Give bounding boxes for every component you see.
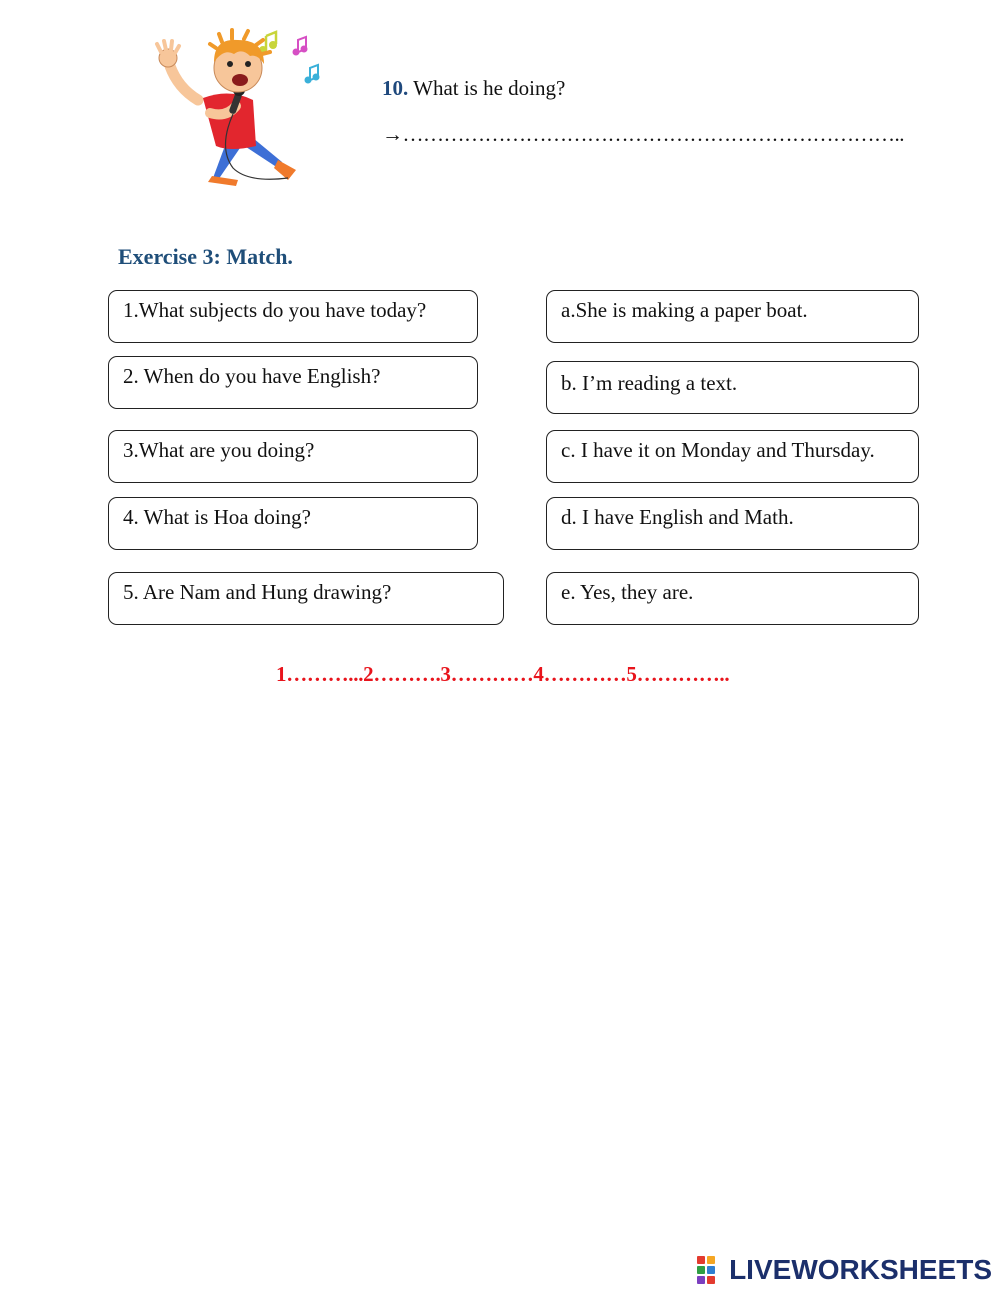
match-answer-b: b. I’m reading a text.: [546, 361, 919, 414]
brand-name: LIVEWORKSHEETS: [729, 1254, 992, 1285]
match-question-2: 2. When do you have English?: [108, 356, 478, 409]
answer-key-blanks[interactable]: 1………...2……….3…………4…………5…………..: [276, 662, 730, 686]
match-question-4: 4. What is Hoa doing?: [108, 497, 478, 550]
match-question-5: 5. Are Nam and Hung drawing?: [108, 572, 504, 625]
match-question-3: 3.What are you doing?: [108, 430, 478, 483]
match-answer-a: a.She is making a paper boat.: [546, 290, 919, 343]
singing-boy-illustration: [118, 18, 363, 193]
liveworksheets-brand: [697, 1252, 992, 1288]
music-note-icon: [305, 65, 320, 84]
answer-blank[interactable]: →………………………………………………………………..: [382, 122, 904, 146]
question-number: 10.: [382, 76, 409, 100]
question-10: [382, 76, 565, 101]
exercise-title: Exercise 3: Match.: [118, 244, 293, 269]
music-note-icon: [293, 37, 308, 56]
question-text: What is he doing?: [413, 76, 566, 100]
raised-hand: [157, 41, 179, 67]
match-answer-d: d. I have English and Math.: [546, 497, 919, 550]
match-answer-e: e. Yes, they are.: [546, 572, 919, 625]
liveworksheets-logo-icon: [697, 1256, 725, 1284]
match-question-1: 1.What subjects do you have today?: [108, 290, 478, 343]
match-answer-c: c. I have it on Monday and Thursday.: [546, 430, 919, 483]
